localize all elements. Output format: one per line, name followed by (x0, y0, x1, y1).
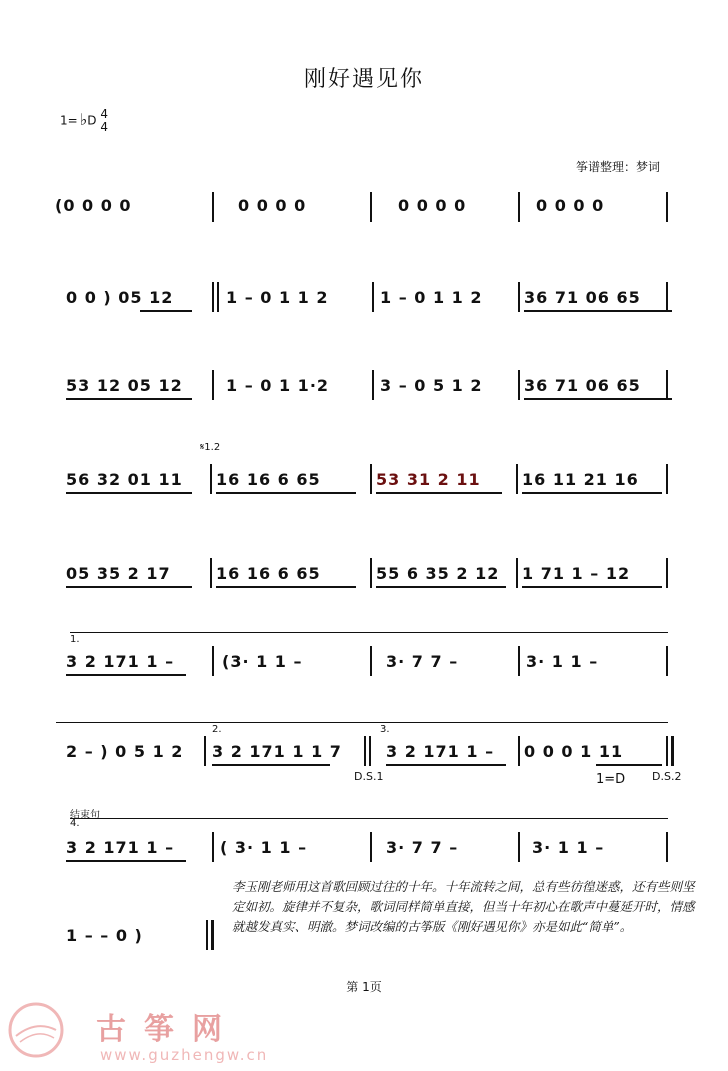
underline (376, 586, 506, 588)
measure: 0 0 0 1 11 (524, 742, 624, 761)
watermark-url[interactable]: www.guzhengw.cn (100, 1046, 269, 1064)
underline (524, 398, 672, 400)
underline (376, 492, 502, 494)
score-row-5 (0, 554, 728, 594)
barline (212, 832, 214, 862)
volta-label: 2. (212, 724, 222, 735)
underline (596, 764, 662, 766)
page-title: 刚好遇见你 (303, 67, 424, 92)
repeat-barline (217, 282, 219, 312)
barline (372, 370, 374, 400)
barline (666, 282, 668, 312)
volta-line (70, 818, 668, 819)
double-barline (666, 736, 668, 766)
final-barline (206, 920, 208, 950)
measure: 16 16 6 65 (216, 470, 321, 489)
measure: 1 71 1 – 12 (522, 564, 631, 583)
measure: 16 16 6 65 (216, 564, 321, 583)
measure: 3 – 0 5 1 2 (380, 376, 483, 395)
measure: 0 0 ) 05 12 (66, 288, 174, 307)
description-text: 李玉刚老师用这首歌回顾过往的十年。十年流转之间，总有些彷徨迷惑，还有些则坚定如初。旋律并不复杂，歌词同样简单直接，但当十年初心在歌声中蔓延开时，情感就越发真实、明澈。梦词改编的古筝版《刚好遇见你》亦是如此“简单”。 (232, 879, 695, 934)
score-row-3 (0, 370, 728, 410)
measure: 1 – – 0 ) (66, 926, 143, 945)
volta-label: 4. (70, 818, 80, 829)
measure: 1 – 0 1 1 2 (380, 288, 483, 307)
score-row-4 (0, 442, 728, 500)
barline (212, 370, 214, 400)
measure: 2 – ) 0 5 1 2 (66, 742, 184, 761)
volta-line (70, 632, 668, 633)
guzheng-logo-icon (6, 1000, 66, 1060)
measure: 3 2 171 1 – (386, 742, 495, 761)
final-barline (211, 920, 214, 950)
underline (140, 310, 192, 312)
volta-line (208, 722, 668, 723)
measure: 3· 1 1 – (532, 838, 605, 857)
measure: 3· 1 1 – (526, 652, 599, 671)
measure: 3 2 171 1 – (66, 838, 175, 857)
measure: 3· 7 7 – (386, 838, 459, 857)
measure: 3· 7 7 – (386, 652, 459, 671)
underline (66, 492, 192, 494)
measure: 55 6 35 2 12 (376, 564, 500, 583)
double-barline (369, 736, 371, 766)
measure: 56 32 01 11 (66, 470, 183, 489)
barline (518, 282, 520, 312)
measure: 1 – 0 1 1·2 (226, 376, 330, 395)
barline (518, 646, 520, 676)
key-prefix: 1= (60, 113, 78, 128)
segno-sign: 𝄋1.2 (200, 442, 221, 453)
key-note: D (87, 113, 97, 128)
time-top: 4 (100, 107, 108, 121)
barline (212, 646, 214, 676)
underline (66, 586, 192, 588)
measure: 0 0 0 0 (398, 196, 467, 215)
key-change: 1=D (596, 772, 626, 787)
measure: ( 3· 1 1 – (220, 838, 308, 857)
measure: 3 2 171 1 – (66, 652, 175, 671)
repeat-barline (204, 736, 206, 766)
score-row-6 (0, 634, 728, 684)
volta-label: 1. (70, 634, 80, 645)
barline (666, 832, 668, 862)
barline (518, 736, 520, 766)
barline (516, 464, 518, 494)
arranger-credit: 筝谱整理：梦词 (576, 160, 661, 174)
measure: (3· 1 1 – (222, 652, 303, 671)
barline (210, 558, 212, 588)
measure: 1 – 0 1 1 2 (226, 288, 329, 307)
barline (666, 192, 668, 222)
underline (66, 398, 192, 400)
measure: 36 71 06 65 (524, 376, 641, 395)
barline (370, 558, 372, 588)
watermark-brand: 古筝网 (96, 1012, 240, 1047)
measure: 53 31 2 11 (376, 470, 481, 489)
barline (518, 832, 520, 862)
measure: 05 35 2 17 (66, 564, 171, 583)
barline (666, 370, 668, 400)
underline (386, 764, 506, 766)
underline (522, 586, 662, 588)
underline (522, 492, 662, 494)
measure: 0 0 0 0 (536, 196, 605, 215)
barline (518, 370, 520, 400)
time-bottom: 4 (100, 120, 108, 134)
time-signature (100, 108, 108, 134)
barline (372, 282, 374, 312)
measure: 3 2 171 1 1 7 (212, 742, 342, 761)
barline (370, 832, 372, 862)
barline (516, 558, 518, 588)
volta-line (56, 722, 208, 723)
barline (666, 464, 668, 494)
underline (66, 674, 186, 676)
barline (370, 646, 372, 676)
barline (370, 192, 372, 222)
underline (216, 492, 356, 494)
underline (212, 764, 330, 766)
measure: 16 11 21 16 (522, 470, 639, 489)
score-row-7 (0, 724, 728, 787)
flat-symbol: ♭ (79, 109, 88, 129)
double-barline (671, 736, 674, 766)
barline (370, 464, 372, 494)
measure: 0 0 0 0 (238, 196, 307, 215)
score-row-1 (0, 192, 728, 232)
barline (212, 192, 214, 222)
underline (524, 310, 672, 312)
barline (210, 464, 212, 494)
double-barline (364, 736, 366, 766)
ds1-mark: D.S.1 (354, 770, 384, 783)
underline (66, 860, 186, 862)
ending-label: 结束句 (70, 810, 100, 821)
volta-label: 3. (380, 724, 390, 735)
barline (518, 192, 520, 222)
repeat-barline (212, 282, 214, 312)
key-signature (60, 108, 108, 134)
barline (666, 646, 668, 676)
measure: 36 71 06 65 (524, 288, 641, 307)
score-row-2 (0, 282, 728, 322)
ds2-mark: D.S.2 (652, 770, 682, 783)
measure: (0 0 0 0 (55, 196, 132, 215)
barline (666, 558, 668, 588)
underline (216, 586, 356, 588)
score-row-8 (0, 810, 728, 870)
page-number: 第 1页 (346, 980, 382, 994)
measure: 53 12 05 12 (66, 376, 183, 395)
